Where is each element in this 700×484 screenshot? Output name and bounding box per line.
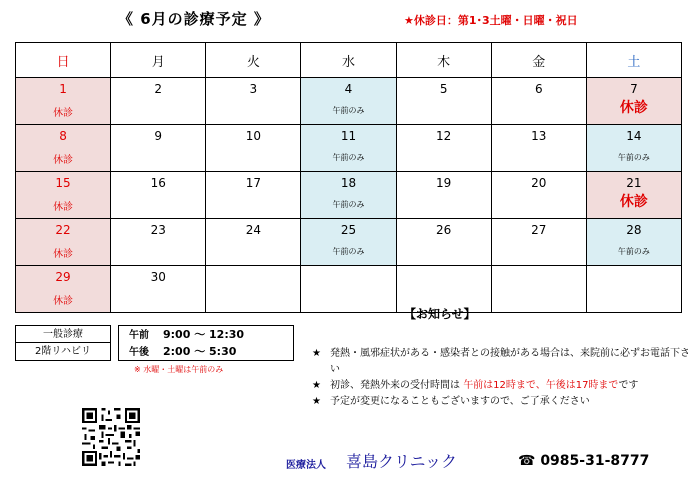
calendar-day-cell (396, 172, 491, 219)
day-number: 15 (55, 176, 71, 190)
star-icon: ★ (312, 380, 321, 391)
hours-afternoon (119, 343, 293, 360)
notice-text: 予定が変更になることもございますので、ご了承ください (330, 396, 590, 407)
calendar-week-row (16, 219, 682, 266)
star-icon: ★ (312, 396, 321, 407)
page-title: 《 6月の診療予定 》 (118, 10, 270, 28)
notices-list (312, 346, 697, 410)
weekday-mon: 月 (111, 43, 206, 78)
calendar-day-cell (206, 172, 301, 219)
notices-heading: 【お知らせ】 (404, 307, 476, 321)
notice-prefix: 初診、発熱外来の受付時間は (330, 380, 460, 391)
calendar-week-row (16, 172, 682, 219)
day-note: 午前のみ (332, 247, 365, 256)
day-number: 25 (340, 223, 357, 237)
calendar-day-cell (396, 78, 491, 125)
calendar-day-cell (111, 78, 206, 125)
calendar-table (15, 42, 682, 313)
day-number: 26 (435, 223, 452, 237)
calendar-day-cell (396, 219, 491, 266)
calendar-day-cell (491, 219, 586, 266)
morning-time: 9:00 ～ 12:30 (163, 328, 245, 341)
calendar-day-cell (586, 172, 681, 219)
weekday-wed: 水 (301, 43, 396, 78)
weekday-tue: 火 (206, 43, 301, 78)
calendar-day-cell (206, 219, 301, 266)
notice-item (312, 394, 697, 410)
calendar-day-cell (301, 125, 396, 172)
weekday-thu: 木 (396, 43, 491, 78)
calendar-day-cell (206, 125, 301, 172)
notice-text (330, 378, 697, 394)
day-note: 午前のみ (332, 153, 365, 162)
day-number: 24 (245, 223, 261, 237)
clinic-name: 喜島クリニック (346, 452, 458, 471)
calendar-day-cell (301, 78, 396, 125)
hours-box (118, 325, 294, 361)
day-number: 10 (245, 129, 261, 143)
holiday-note: ★休診日：第1･3土曜・日曜・祝日 (404, 14, 578, 27)
day-number: 13 (531, 129, 547, 143)
day-note: 休診 (53, 108, 74, 119)
weekday-sun: 日 (16, 43, 111, 78)
phone-number[interactable]: ☎ 0985-31-8777 (518, 453, 650, 469)
day-number: 18 (340, 176, 357, 190)
calendar-day-cell (586, 78, 681, 125)
calendar-day-cell (16, 125, 111, 172)
calendar-day-cell (301, 219, 396, 266)
day-number: 17 (245, 176, 261, 190)
calendar-day-cell (301, 172, 396, 219)
calendar-week-row (16, 125, 682, 172)
day-number: 9 (154, 129, 163, 143)
notice-item (312, 346, 697, 378)
calendar-day-cell (111, 219, 206, 266)
day-number: 7 (630, 82, 638, 96)
department-box (15, 325, 111, 361)
day-note: 休診 (619, 194, 648, 210)
afternoon-label: 午後 (129, 347, 149, 358)
notice-highlight: 午前は12時まで、午後は17時まで (463, 380, 619, 391)
day-number: 16 (150, 176, 166, 190)
calendar-day-cell (491, 172, 586, 219)
calendar-day-cell (111, 125, 206, 172)
calendar-day-cell (586, 219, 681, 266)
calendar-day-cell (16, 172, 111, 219)
day-note: 午前のみ (332, 200, 365, 209)
hours-note: ※ 水曜・土曜は午前のみ (134, 365, 224, 374)
day-number: 12 (435, 129, 452, 143)
department-general: 一般診療 (16, 326, 110, 343)
afternoon-time: 2:00 ～ 5:30 (163, 345, 237, 358)
calendar-day-cell (111, 266, 206, 313)
day-number: 14 (626, 129, 642, 143)
weekday-header-row (16, 43, 682, 78)
day-number: 19 (435, 176, 452, 190)
calendar-week-row (16, 78, 682, 125)
day-number: 4 (344, 82, 353, 96)
calendar-week-row (16, 266, 682, 313)
calendar-day-cell (491, 78, 586, 125)
notice-suffix: です (618, 380, 639, 391)
calendar-day-cell (491, 266, 586, 313)
hours-morning (119, 326, 293, 343)
calendar-day-cell (491, 125, 586, 172)
day-number: 29 (55, 270, 71, 284)
morning-label: 午前 (129, 330, 149, 341)
star-icon: ★ (312, 348, 321, 359)
day-number: 20 (531, 176, 547, 190)
day-number: 2 (154, 82, 163, 96)
weekday-sat: 土 (586, 43, 681, 78)
calendar-day-cell (16, 219, 111, 266)
day-note: 午前のみ (332, 106, 365, 115)
day-note: 休診 (53, 249, 74, 260)
day-number: 11 (340, 129, 357, 143)
day-note: 休診 (53, 202, 74, 213)
day-note: 休診 (619, 100, 648, 116)
day-number: 27 (531, 223, 547, 237)
calendar-day-cell (206, 78, 301, 125)
day-note: 休診 (53, 296, 74, 307)
day-number: 23 (150, 223, 166, 237)
day-number: 5 (439, 82, 448, 96)
day-number: 21 (626, 176, 642, 190)
calendar-day-cell (586, 266, 681, 313)
day-number: 1 (59, 82, 67, 96)
notice-item (312, 378, 697, 394)
calendar-day-cell (586, 125, 681, 172)
qr-code-icon[interactable] (80, 406, 142, 468)
calendar-day-cell (111, 172, 206, 219)
day-note: 午前のみ (617, 247, 650, 256)
notice-text: 発熱・風邪症状がある・感染者との接触がある場合は、来院前に必ずお電話下さい (330, 348, 690, 375)
calendar-day-cell (16, 78, 111, 125)
calendar-day-cell (206, 266, 301, 313)
day-number: 3 (249, 82, 258, 96)
day-number: 28 (626, 223, 642, 237)
day-note: 休診 (53, 155, 74, 166)
day-number: 22 (55, 223, 71, 237)
day-number: 8 (59, 129, 67, 143)
calendar-day-cell (16, 266, 111, 313)
calendar-day-cell (396, 125, 491, 172)
department-rehab: 2階リハビリ (34, 346, 92, 357)
calendar-day-cell (301, 266, 396, 313)
day-number: 30 (150, 270, 166, 284)
day-note: 午前のみ (617, 153, 650, 162)
weekday-fri: 金 (491, 43, 586, 78)
day-number: 6 (534, 82, 543, 96)
clinic-corporation: 医療法人 (286, 460, 326, 471)
